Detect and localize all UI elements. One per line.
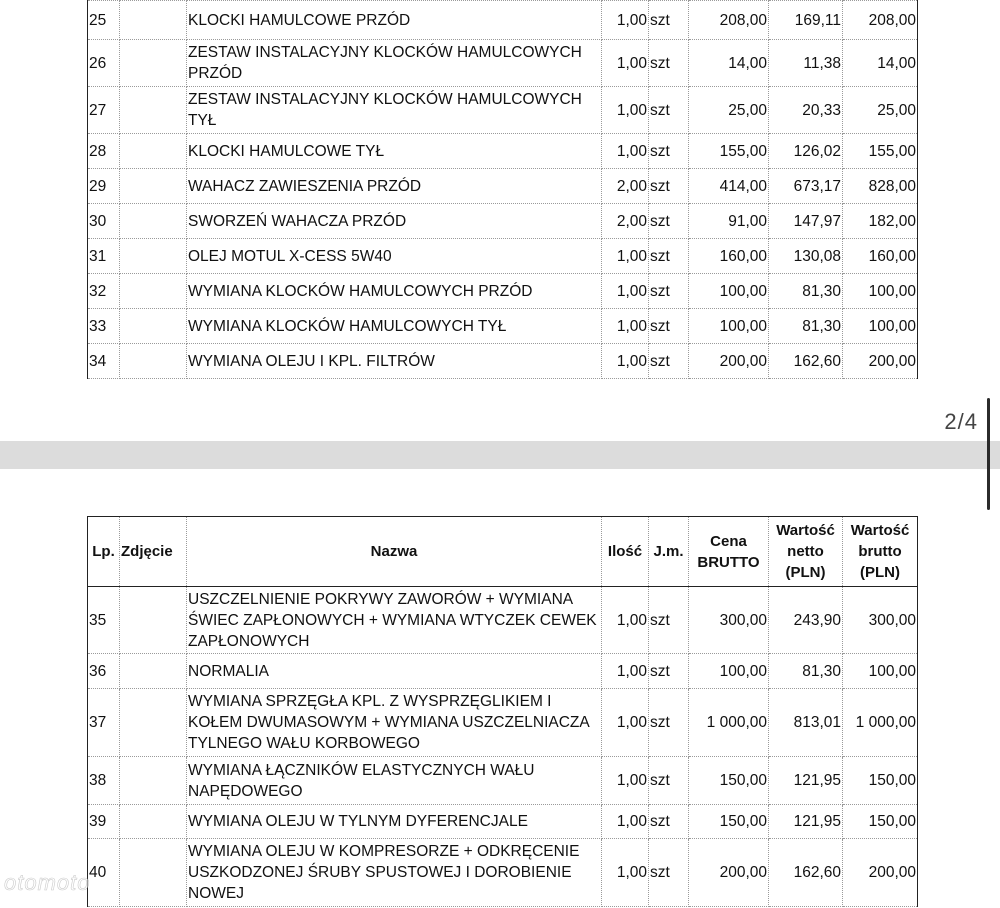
row-name: WYMIANA OLEJU W TYLNYM DYFERENCJALE [187, 805, 602, 839]
row-photo [120, 40, 187, 87]
row-photo [120, 587, 187, 654]
row-lp: 33 [88, 309, 120, 344]
row-qty: 1,00 [602, 654, 649, 689]
row-name: WYMIANA KLOCKÓW HAMULCOWYCH TYŁ [187, 309, 602, 344]
row-net: 81,30 [769, 274, 843, 309]
header-photo: Zdjęcie [120, 517, 187, 587]
row-lp: 27 [88, 87, 120, 134]
row-price: 200,00 [689, 839, 769, 907]
table-row [88, 805, 918, 839]
row-unit: szt [649, 654, 689, 689]
page-indicator: 2/4 [944, 409, 978, 434]
table-row [88, 40, 918, 87]
header-gross [843, 517, 918, 587]
row-name: WYMIANA ŁĄCZNIKÓW ELASTYCZNYCH WAŁU NAPĘDOWEGO [187, 757, 602, 805]
row-unit: szt [649, 689, 689, 757]
row-photo [120, 1, 187, 40]
row-net: 673,17 [769, 169, 843, 204]
row-photo [120, 204, 187, 239]
row-gross: 300,00 [843, 587, 918, 654]
row-price: 100,00 [689, 309, 769, 344]
row-qty: 1,00 [602, 1, 649, 40]
row-price: 14,00 [689, 40, 769, 87]
row-lp: 32 [88, 274, 120, 309]
row-lp: 25 [88, 1, 120, 40]
row-name: USZCZELNIENIE POKRYWY ZAWORÓW + WYMIANA ŚWIEC ZAPŁONOWYCH + WYMIANA WTYCZEK CEWEK ZAPŁONOWYCH [187, 587, 602, 654]
row-price: 150,00 [689, 757, 769, 805]
row-lp: 29 [88, 169, 120, 204]
row-lp: 36 [88, 654, 120, 689]
watermark-logo: otomoto [4, 870, 91, 895]
row-gross: 182,00 [843, 204, 918, 239]
row-net: 243,90 [769, 587, 843, 654]
row-gross: 100,00 [843, 274, 918, 309]
table-row [88, 169, 918, 204]
table-row [88, 344, 918, 379]
row-gross: 150,00 [843, 757, 918, 805]
row-unit: szt [649, 309, 689, 344]
row-lp: 34 [88, 344, 120, 379]
row-gross: 208,00 [843, 1, 918, 40]
header-name: Nazwa [187, 517, 602, 587]
row-net: 11,38 [769, 40, 843, 87]
row-qty: 1,00 [602, 587, 649, 654]
row-name: NORMALIA [187, 654, 602, 689]
header-unit: J.m. [649, 517, 689, 587]
row-lp: 26 [88, 40, 120, 87]
row-photo [120, 134, 187, 169]
row-name: SWORZEŃ WAHACZA PRZÓD [187, 204, 602, 239]
row-qty: 1,00 [602, 239, 649, 274]
row-photo [120, 344, 187, 379]
row-price: 150,00 [689, 805, 769, 839]
table-header-row [88, 517, 918, 587]
table-row [88, 654, 918, 689]
row-name: KLOCKI HAMULCOWE PRZÓD [187, 1, 602, 40]
row-gross: 155,00 [843, 134, 918, 169]
row-price: 200,00 [689, 344, 769, 379]
row-price: 1 000,00 [689, 689, 769, 757]
row-photo [120, 239, 187, 274]
row-qty: 2,00 [602, 204, 649, 239]
row-price: 300,00 [689, 587, 769, 654]
row-lp: 31 [88, 239, 120, 274]
row-qty: 1,00 [602, 839, 649, 907]
row-name: ZESTAW INSTALACYJNY KLOCKÓW HAMULCOWYCH TYŁ [187, 87, 602, 134]
row-price: 100,00 [689, 654, 769, 689]
row-gross: 828,00 [843, 169, 918, 204]
row-lp: 35 [88, 587, 120, 654]
row-unit: szt [649, 1, 689, 40]
header-price-line1: Cena [710, 532, 747, 550]
row-unit: szt [649, 204, 689, 239]
row-name: WYMIANA OLEJU W KOMPRESORZE + ODKRĘCENIE USZKODZONEJ ŚRUBY SPUSTOWEJ I DOROBIENIE NOWEJ [187, 839, 602, 907]
row-unit: szt [649, 839, 689, 907]
row-net: 121,95 [769, 805, 843, 839]
row-net: 81,30 [769, 309, 843, 344]
row-unit: szt [649, 169, 689, 204]
row-unit: szt [649, 344, 689, 379]
header-price-line2: BRUTTO [697, 553, 760, 571]
row-unit: szt [649, 87, 689, 134]
row-price: 155,00 [689, 134, 769, 169]
header-gross-line1: Wartość [850, 522, 910, 539]
row-net: 162,60 [769, 839, 843, 907]
row-price: 160,00 [689, 239, 769, 274]
table-row [88, 757, 918, 805]
document-page-1 [0, 0, 1000, 380]
table-row [88, 839, 918, 907]
header-price [689, 517, 769, 587]
row-photo [120, 839, 187, 907]
row-lp: 37 [88, 689, 120, 757]
header-qty: Ilość [602, 517, 649, 587]
row-qty: 1,00 [602, 40, 649, 87]
row-gross: 160,00 [843, 239, 918, 274]
row-lp: 28 [88, 134, 120, 169]
table-row [88, 134, 918, 169]
row-gross: 14,00 [843, 40, 918, 87]
row-gross: 100,00 [843, 309, 918, 344]
header-net-line1: Wartość [776, 522, 835, 539]
row-lp: 39 [88, 805, 120, 839]
row-gross: 1 000,00 [843, 689, 918, 757]
row-name: ZESTAW INSTALACYJNY KLOCKÓW HAMULCOWYCH PRZÓD [187, 40, 602, 87]
row-price: 91,00 [689, 204, 769, 239]
row-lp: 40 [88, 839, 120, 907]
row-gross: 25,00 [843, 87, 918, 134]
row-gross: 150,00 [843, 805, 918, 839]
row-gross: 200,00 [843, 839, 918, 907]
row-unit: szt [649, 757, 689, 805]
table-row [88, 689, 918, 757]
row-net: 126,02 [769, 134, 843, 169]
row-price: 25,00 [689, 87, 769, 134]
row-photo [120, 805, 187, 839]
table-row [88, 87, 918, 134]
row-qty: 1,00 [602, 274, 649, 309]
row-qty: 1,00 [602, 309, 649, 344]
row-name: OLEJ MOTUL X-CESS 5W40 [187, 239, 602, 274]
row-qty: 1,00 [602, 87, 649, 134]
row-photo [120, 654, 187, 689]
row-unit: szt [649, 274, 689, 309]
row-photo [120, 274, 187, 309]
items-table-page-1 [87, 0, 918, 379]
row-qty: 1,00 [602, 344, 649, 379]
row-net: 130,08 [769, 239, 843, 274]
row-name: KLOCKI HAMULCOWE TYŁ [187, 134, 602, 169]
row-unit: szt [649, 805, 689, 839]
row-photo [120, 87, 187, 134]
row-qty: 1,00 [602, 805, 649, 839]
row-net: 169,11 [769, 1, 843, 40]
row-net: 20,33 [769, 87, 843, 134]
row-price: 208,00 [689, 1, 769, 40]
row-net: 162,60 [769, 344, 843, 379]
header-gross-line2: brutto [858, 543, 902, 560]
row-qty: 2,00 [602, 169, 649, 204]
row-net: 81,30 [769, 654, 843, 689]
row-name: WYMIANA OLEJU I KPL. FILTRÓW [187, 344, 602, 379]
row-gross: 100,00 [843, 654, 918, 689]
row-unit: szt [649, 40, 689, 87]
header-net-line3: (PLN) [785, 564, 826, 581]
row-name: WYMIANA SPRZĘGŁA KPL. Z WYSPRZĘGLIKIEM I KOŁEM DWUMASOWYM + WYMIANA USZCZELNIACZA TYLNEGO WAŁU KORBOWEGO [187, 689, 602, 757]
row-photo [120, 757, 187, 805]
row-name: WYMIANA KLOCKÓW HAMULCOWYCH PRZÓD [187, 274, 602, 309]
table-row [88, 309, 918, 344]
row-name: WAHACZ ZAWIESZENIA PRZÓD [187, 169, 602, 204]
row-price: 100,00 [689, 274, 769, 309]
table-row [88, 587, 918, 654]
row-unit: szt [649, 239, 689, 274]
page-separator [0, 441, 1000, 469]
table-row [88, 1, 918, 40]
row-lp: 30 [88, 204, 120, 239]
table-row [88, 274, 918, 309]
scrollbar-thumb[interactable] [987, 398, 990, 510]
row-net: 813,01 [769, 689, 843, 757]
row-gross: 200,00 [843, 344, 918, 379]
items-table-page-2 [87, 516, 918, 907]
header-gross-line3: (PLN) [860, 564, 900, 581]
row-net: 121,95 [769, 757, 843, 805]
row-qty: 1,00 [602, 134, 649, 169]
row-price: 414,00 [689, 169, 769, 204]
header-net-line2: netto [787, 543, 824, 560]
row-unit: szt [649, 134, 689, 169]
row-photo [120, 689, 187, 757]
header-lp: Lp. [88, 517, 120, 587]
header-net [769, 517, 843, 587]
row-net: 147,97 [769, 204, 843, 239]
row-photo [120, 169, 187, 204]
table-row [88, 239, 918, 274]
table-row [88, 204, 918, 239]
row-lp: 38 [88, 757, 120, 805]
row-unit: szt [649, 587, 689, 654]
row-photo [120, 309, 187, 344]
row-qty: 1,00 [602, 689, 649, 757]
row-qty: 1,00 [602, 757, 649, 805]
document-page-2 [0, 516, 1000, 908]
